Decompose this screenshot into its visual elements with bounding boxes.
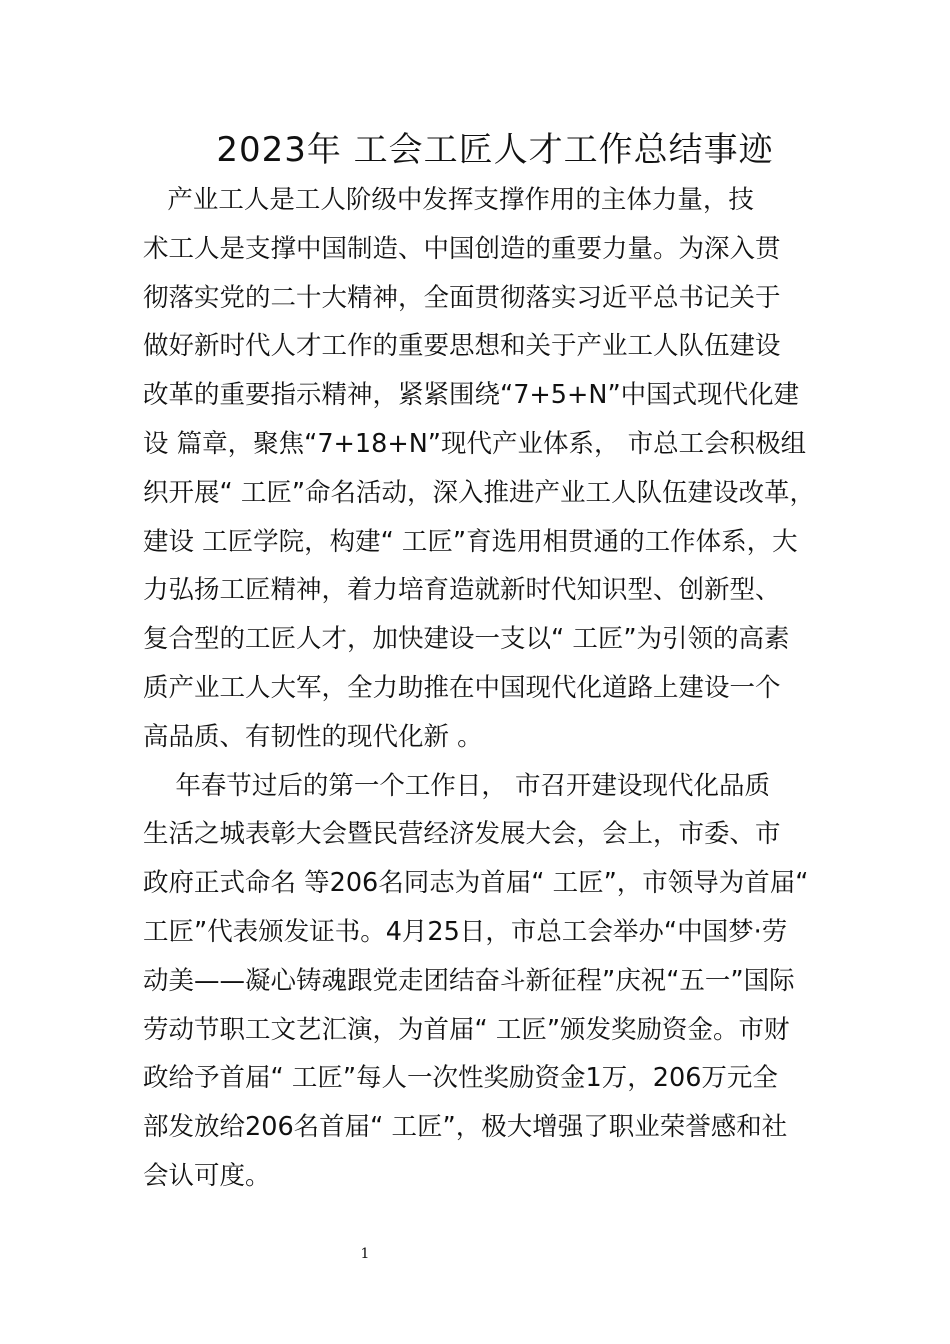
body-line: 会认可度。	[143, 1160, 271, 1191]
body-line: 部发放给206名首届“ 工匠”，极大增强了职业荣誉感和社	[143, 1112, 788, 1143]
body-line: 工匠”代表颁发证书。4月25日，市总工会举办“中国梦·劳	[143, 916, 788, 947]
body-line: 政给予首届“ 工匠”每人一次性奖励资金1万，206万元全	[143, 1063, 778, 1094]
body-line: 术工人是支撑中国制造、中国创造的重要力量。为深入贯	[143, 233, 781, 264]
document-body	[143, 176, 843, 1201]
body-line: 设 篇章，聚焦“7+18+N”现代产业体系， 市总工会积极组	[143, 428, 807, 459]
body-line: 做好新时代人才工作的重要思想和关于产业工人队伍建设	[143, 331, 781, 362]
body-line: 产业工人是工人阶级中发挥支撑作用的主体力量，技	[143, 185, 754, 215]
body-line: 高品质、有韧性的现代化新 。	[143, 721, 483, 752]
body-line: 劳动节职工文艺汇演，为首届“ 工匠”颁发奖励资金。市财	[143, 1014, 790, 1045]
body-line: 生活之城表彰大会暨民营经济发展大会，会上，市委、市	[143, 819, 781, 850]
page-number: 1	[360, 1246, 370, 1262]
document-title: 2023年 工会工匠人才工作总结事迹	[216, 130, 774, 170]
body-line: 年春节过后的第一个工作日， 市召开建设现代化品质	[143, 770, 771, 801]
body-line: 力弘扬工匠精神，着力培育造就新时代知识型、创新型、	[143, 575, 781, 606]
body-line: 建设 工匠学院，构建“ 工匠”育选用相贯通的工作体系，大	[143, 526, 798, 557]
body-line: 复合型的工匠人才，加快建设一支以“ 工匠”为引领的高素	[143, 624, 790, 655]
body-line: 改革的重要指示精神，紧紧围绕“7+5+N”中国式现代化建	[143, 380, 800, 411]
body-line: 彻落实党的二十大精神，全面贯彻落实习近平总书记关于	[143, 282, 781, 313]
body-line: 质产业工人大军，全力助推在中国现代化道路上建设一个	[143, 672, 781, 703]
body-line: 织开展“ 工匠”命名活动，深入推进产业工人队伍建设改革，	[143, 477, 816, 508]
body-line: 政府正式命名 等206名同志为首届“ 工匠”，市领导为首届“	[143, 868, 809, 899]
body-line: 动美——凝心铸魂跟党走团结奋斗新征程”庆祝“五一”国际	[143, 965, 795, 996]
